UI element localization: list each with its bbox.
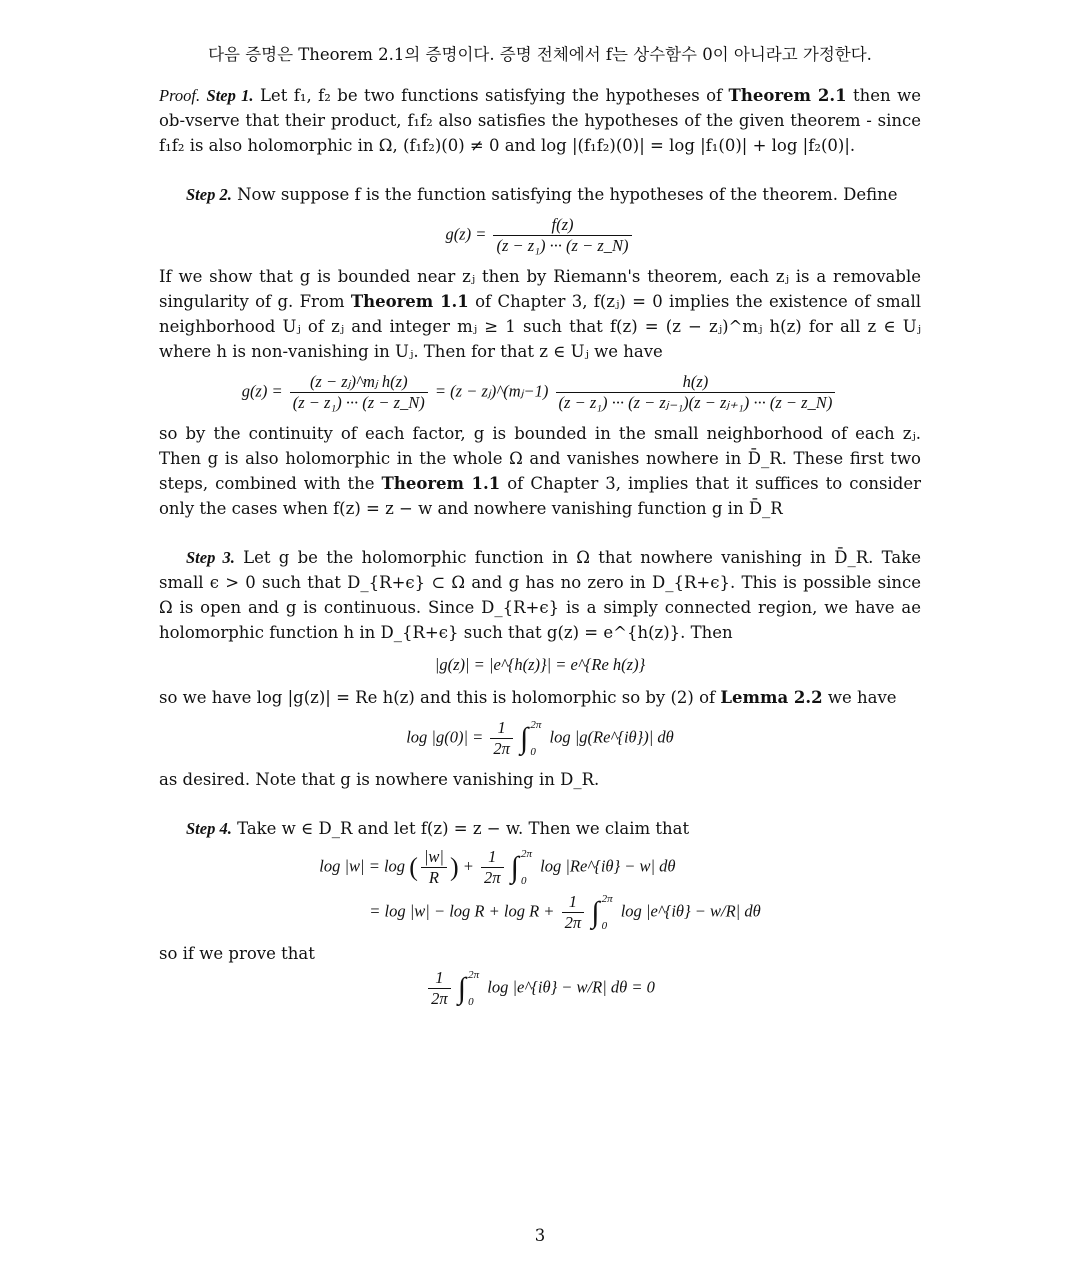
eq2-denominator-2: (z − z₁) ··· (z − zⱼ₋₁)(z − zⱼ₊₁) ··· (z − z_N) (556, 392, 836, 413)
eq5-integrand-1: log |Re^{iθ} − w| dθ (540, 856, 676, 876)
eq5-line1-lhs: log |w| = log (319, 856, 406, 876)
step1-theorem-ref: Theorem 2.1 (728, 86, 847, 105)
eq4-fraction (490, 718, 513, 759)
eq5-den-2: 2π (562, 912, 585, 933)
integral-limits (468, 969, 479, 1009)
equation-g-definition (159, 215, 921, 256)
equation-g-factored (159, 372, 921, 413)
eq6-fraction (428, 968, 451, 1009)
eq6-integrand: log |e^{iθ} − w/R| dθ = 0 (487, 977, 655, 997)
step2-text: Now suppose f is the function satisfying the hypotheses of the theorem. Define (237, 185, 898, 204)
equation-log-w (159, 847, 921, 933)
eq4-lower-limit: 0 (530, 745, 536, 758)
step3-paragraph-b (159, 685, 921, 710)
step3-paragraph-c: as desired. Note that g is nowhere vanishing in D_R. (159, 770, 600, 789)
eq2-lhs: g(z) = (241, 381, 283, 401)
eq5-line-1: log |w| = log ( $\frac{|w|}{R}$ ) + $\frac{1}{2\pi}$ ∫ 2π 0 log |Re^{iθ} − w| dθ (319, 847, 676, 887)
eq4-lhs: log |g(0)| = (406, 727, 484, 747)
eq4-integrand: log |g(Re^{iθ})| dθ (549, 727, 674, 747)
eq5-lower-1: 0 (521, 874, 527, 887)
step2-paragraph-b (159, 421, 921, 521)
eq1-lhs: g(z) = (445, 224, 487, 244)
eq4-numerator: 1 (497, 718, 506, 737)
step4-paragraph-b: so if we prove that (159, 944, 315, 963)
step2-para-a: If we show that g is bounded near zⱼ then by Riemann's theorem, each zⱼ is a removable singularity of g. From (159, 267, 921, 311)
step4-paragraph (159, 816, 921, 841)
eq5-num-1: 1 (488, 847, 497, 866)
integral-limits (602, 893, 613, 933)
step1-label: Step 1. (206, 86, 254, 105)
eq4-upper-limit: 2π (530, 718, 542, 731)
paper-page (159, 42, 921, 1017)
equation-modulus: |g(z)| = |e^{h(z)}| = e^{Re h(z)} (434, 655, 646, 674)
proof-label: Proof. (159, 86, 201, 105)
integral-sign: ∫ (591, 895, 600, 929)
step3-label: Step 3. (186, 548, 235, 567)
step2-paragraph-a (159, 264, 921, 364)
page-number: 3 (534, 1226, 546, 1245)
integral-sign: ∫ (457, 971, 466, 1005)
eq5-lower-2: 0 (601, 919, 608, 932)
step1-text-b: then we ob-vserve that their product, f₁f₂ also satisfies the hypotheses of the given theorem - since f₁f₂ is also holomorphic in Ω, (f₁f₂)(0) ≠ 0 and log |(f₁f₂)(0)| = log |f₁(0)| + log |f₂(0)|. (159, 86, 921, 155)
eq6-lower-limit: 0 (468, 995, 474, 1008)
step3-lemma-ref: Lemma 2.2 (720, 688, 823, 707)
step2-label: Step 2. (186, 185, 232, 204)
eq5-ratio (421, 847, 447, 888)
integral-limits (521, 848, 532, 888)
step2-para-d: of Chapter 3, implies that it suffices to consider only the cases when f(z) = z − w and nowhere vanishing function g in D̄_R (159, 474, 921, 518)
step3-para-a: so we have log |g(z)| = Re h(z) and this is holomorphic so by (2) of (159, 688, 716, 707)
eq2-middle: = (z − zⱼ)^(mⱼ−1) (434, 381, 549, 401)
step3-text: Let g be the holomorphic function in Ω that nowhere vanishing in D̄_R. Take small ϵ > 0 such that D_{R+ϵ} ⊂ Ω and g has no zero in D_{R+ϵ}. This is possible since Ω is open and g is continuous. Since D_{R+ϵ} is a simply connected region, we have ae holomorphic function h in D_{R+ϵ} such that g(z) = e^{h(z)}. Then (159, 548, 922, 642)
step4-text: Take w ∈ D_R and let f(z) = z − w. Then we claim that (237, 819, 690, 838)
step2-para-b: of Chapter 3, f(zⱼ) = 0 implies the existence of small neighborhood Uⱼ of zⱼ and integer mⱼ ≥ 1 such that f(z) = (z − zⱼ)^mⱼ h(z) for all z ∈ Uⱼ where h is non-vanishing in Uⱼ. Then for that z ∈ Uⱼ we have (159, 292, 921, 361)
eq1-numerator: f(z) (551, 215, 574, 234)
eq5-integrand-2: log |e^{iθ} − w/R| dθ (620, 901, 761, 921)
eq2-denominator-1: (z − z₁) ··· (z − z_N) (290, 392, 428, 413)
eq5-line-2 (319, 892, 760, 933)
step4-label: Step 4. (186, 819, 232, 838)
eq4-denominator: 2π (490, 738, 513, 759)
integral-sign: ∫ (520, 721, 529, 755)
eq1-fraction (493, 215, 631, 256)
eq5-fraction-2 (562, 892, 585, 933)
integral-sign: ∫ (510, 850, 519, 884)
eq6-denominator: 2π (428, 988, 451, 1009)
eq5-ratio-den: R (421, 867, 447, 888)
step2-theorem-ref-2: Theorem 1.1 (381, 474, 501, 493)
eq5-den-1: 2π (481, 867, 504, 888)
equation-claim (159, 968, 921, 1009)
eq5-line2-lhs: = log |w| − log R + log R + (369, 901, 555, 921)
step1-paragraph (159, 83, 921, 158)
eq2-fraction-1 (290, 372, 428, 413)
eq5-upper-2: 2π (601, 892, 613, 905)
step3-paragraph (159, 545, 921, 645)
step2-intro (159, 182, 921, 207)
eq5-plus: + (462, 856, 474, 876)
eq6-upper-limit: 2π (468, 968, 480, 981)
intro-line: 다음 증명은 Theorem 2.1의 증명이다. 증명 전체에서 f는 상수함수 0이 아니라고 가정한다. (208, 45, 872, 64)
eq5-ratio-num: |w| (423, 847, 444, 866)
eq5-upper-1: 2π (521, 847, 533, 860)
eq5-num-2: 1 (568, 892, 577, 911)
eq1-denominator: (z − z₁) ··· (z − z_N) (493, 235, 631, 256)
eq5-fraction-1 (481, 847, 504, 888)
step2-theorem-ref: Theorem 1.1 (350, 292, 469, 311)
step2-para-c: so by the continuity of each factor, g is bounded in the small neighborhood of each zⱼ. Then g is also holomorphic in the whole Ω and vanishes nowhere in D̄_R. These first two steps, combined with the (159, 424, 921, 493)
step1-text-a: Let f₁, f₂ be two functions satisfying the hypotheses of (259, 86, 723, 105)
step3-para-b: we have (827, 688, 897, 707)
eq2-numerator-2: h(z) (682, 372, 709, 391)
equation-mean-value (159, 718, 921, 759)
integral-limits (530, 719, 541, 759)
eq6-numerator: 1 (435, 968, 444, 987)
eq2-numerator-1: (z − zⱼ)^mⱼ h(z) (309, 372, 408, 391)
eq2-fraction-2 (556, 372, 836, 413)
